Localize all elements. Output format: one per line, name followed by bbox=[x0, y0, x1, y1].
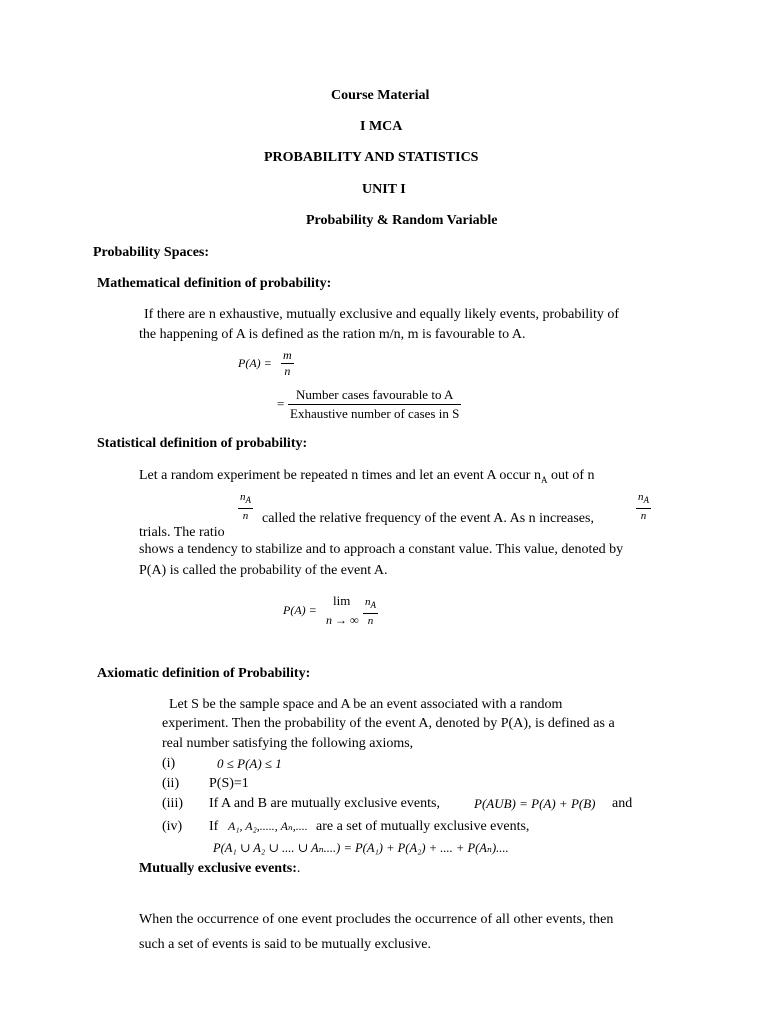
formula-lim: lim bbox=[333, 593, 351, 608]
formula-cases-fraction bbox=[288, 386, 461, 423]
section-heading-mathematical: Mathematical definition of probability: bbox=[97, 276, 332, 291]
mathematical-para-2: the happening of A is defined as the ration m/n, m is favourable to A. bbox=[139, 327, 526, 342]
statistical-line-1-tail: out of n bbox=[547, 468, 595, 483]
axiomatic-para-1: Let S be the sample space and A be an event associated with a random bbox=[169, 697, 563, 712]
mutually-heading-tail: . bbox=[296, 861, 301, 876]
axiom-item-3-formula: P(AUB) = P(A) + P(B) bbox=[474, 796, 596, 811]
mutually-heading-text: Mutually exclusive events: bbox=[139, 861, 297, 876]
formula-lim-fraction bbox=[363, 595, 378, 629]
union-formula: P(A₁ ∪ A₂ ∪ .... ∪ Aₙ....) = P(A₁) + P(A₂) + .... + P(Aₙ).... bbox=[213, 841, 509, 855]
statistical-line-2: called the relative frequency of the event A. As n increases, bbox=[262, 511, 594, 526]
axiom-item-1-text: 0 ≤ P(A) ≤ 1 bbox=[217, 756, 282, 771]
fraction-numerator: $n_A$ bbox=[638, 491, 649, 506]
formula-na-over-n-2 bbox=[636, 490, 651, 524]
fraction-numerator: $n_A$ bbox=[365, 596, 376, 611]
fraction-numerator: m bbox=[283, 348, 292, 362]
mathematical-para-1: If there are n exhaustive, mutually exclusive and equally likely events, probability of bbox=[144, 307, 620, 322]
axiom-item-4-tail: are a set of mutually exclusive events, bbox=[316, 819, 530, 834]
section-heading-mutually-exclusive bbox=[139, 862, 300, 876]
header-line-1: Course Material bbox=[331, 88, 430, 103]
axiom-item-2-number: (ii) bbox=[162, 776, 180, 791]
header-line-3: PROBABILITY AND STATISTICS bbox=[264, 150, 479, 165]
section-heading-probability-spaces: Probability Spaces: bbox=[93, 245, 210, 260]
statistical-line-1-text: Let a random experiment be repeated n times and let an event A occur n bbox=[139, 468, 541, 483]
header-line-5: Probability & Random Variable bbox=[306, 213, 498, 228]
formula-equals: = bbox=[277, 396, 285, 411]
fraction-denominator: n bbox=[281, 363, 294, 379]
axiom-item-4-number: (iv) bbox=[162, 819, 183, 834]
formula-m-over-n bbox=[281, 348, 294, 379]
fraction-numerator: Number cases favourable to A bbox=[295, 387, 454, 402]
mutually-para-1: When the occurrence of one event procludes the occurrence of all other events, then bbox=[139, 912, 614, 927]
fraction-denominator: n bbox=[636, 508, 651, 524]
formula-pa-lhs: P(A) = bbox=[238, 356, 272, 370]
statistical-trials: trials. The ratio bbox=[139, 525, 225, 540]
statistical-line-3: shows a tendency to stabilize and to approach a constant value. This value, denoted by bbox=[139, 542, 624, 557]
formula-na-over-n-1 bbox=[238, 490, 253, 524]
axiom-item-3-tail: and bbox=[612, 796, 633, 811]
axiom-item-1-number: (i) bbox=[162, 756, 176, 771]
statistical-line-4: P(A) is called the probability of the event A. bbox=[139, 563, 388, 578]
header-line-4: UNIT I bbox=[362, 182, 406, 197]
axiom-item-4-text: If bbox=[209, 819, 219, 834]
axiom-item-4-formula: A₁, A₂,....., Aₙ,.... bbox=[228, 819, 308, 833]
mutually-para-2: such a set of events is said to be mutually exclusive. bbox=[139, 937, 431, 952]
fraction-numerator: $n_A$ bbox=[240, 491, 251, 506]
section-heading-statistical: Statistical definition of probability: bbox=[97, 436, 308, 451]
formula-lim-subscript: n → ∞ bbox=[326, 613, 359, 627]
subscript: A bbox=[540, 474, 548, 485]
statistical-line-1 bbox=[139, 469, 595, 485]
header-line-2: I MCA bbox=[360, 119, 403, 134]
fraction-denominator: n bbox=[363, 613, 378, 629]
axiom-item-2-text: P(S)=1 bbox=[209, 776, 249, 791]
formula-lim-lhs: P(A) = bbox=[283, 603, 317, 617]
axiom-item-3-number: (iii) bbox=[162, 796, 183, 811]
axiom-item-3-text: If A and B are mutually exclusive events, bbox=[209, 796, 440, 811]
axiomatic-para-3: real number satisfying the following axioms, bbox=[162, 736, 414, 751]
fraction-denominator: Exhaustive number of cases in S bbox=[290, 406, 460, 421]
fraction-denominator: n bbox=[238, 508, 253, 524]
section-heading-axiomatic: Axiomatic definition of Probability: bbox=[97, 666, 311, 681]
axiomatic-para-2: experiment. Then the probability of the event A, denoted by P(A), is defined as a bbox=[162, 716, 615, 731]
